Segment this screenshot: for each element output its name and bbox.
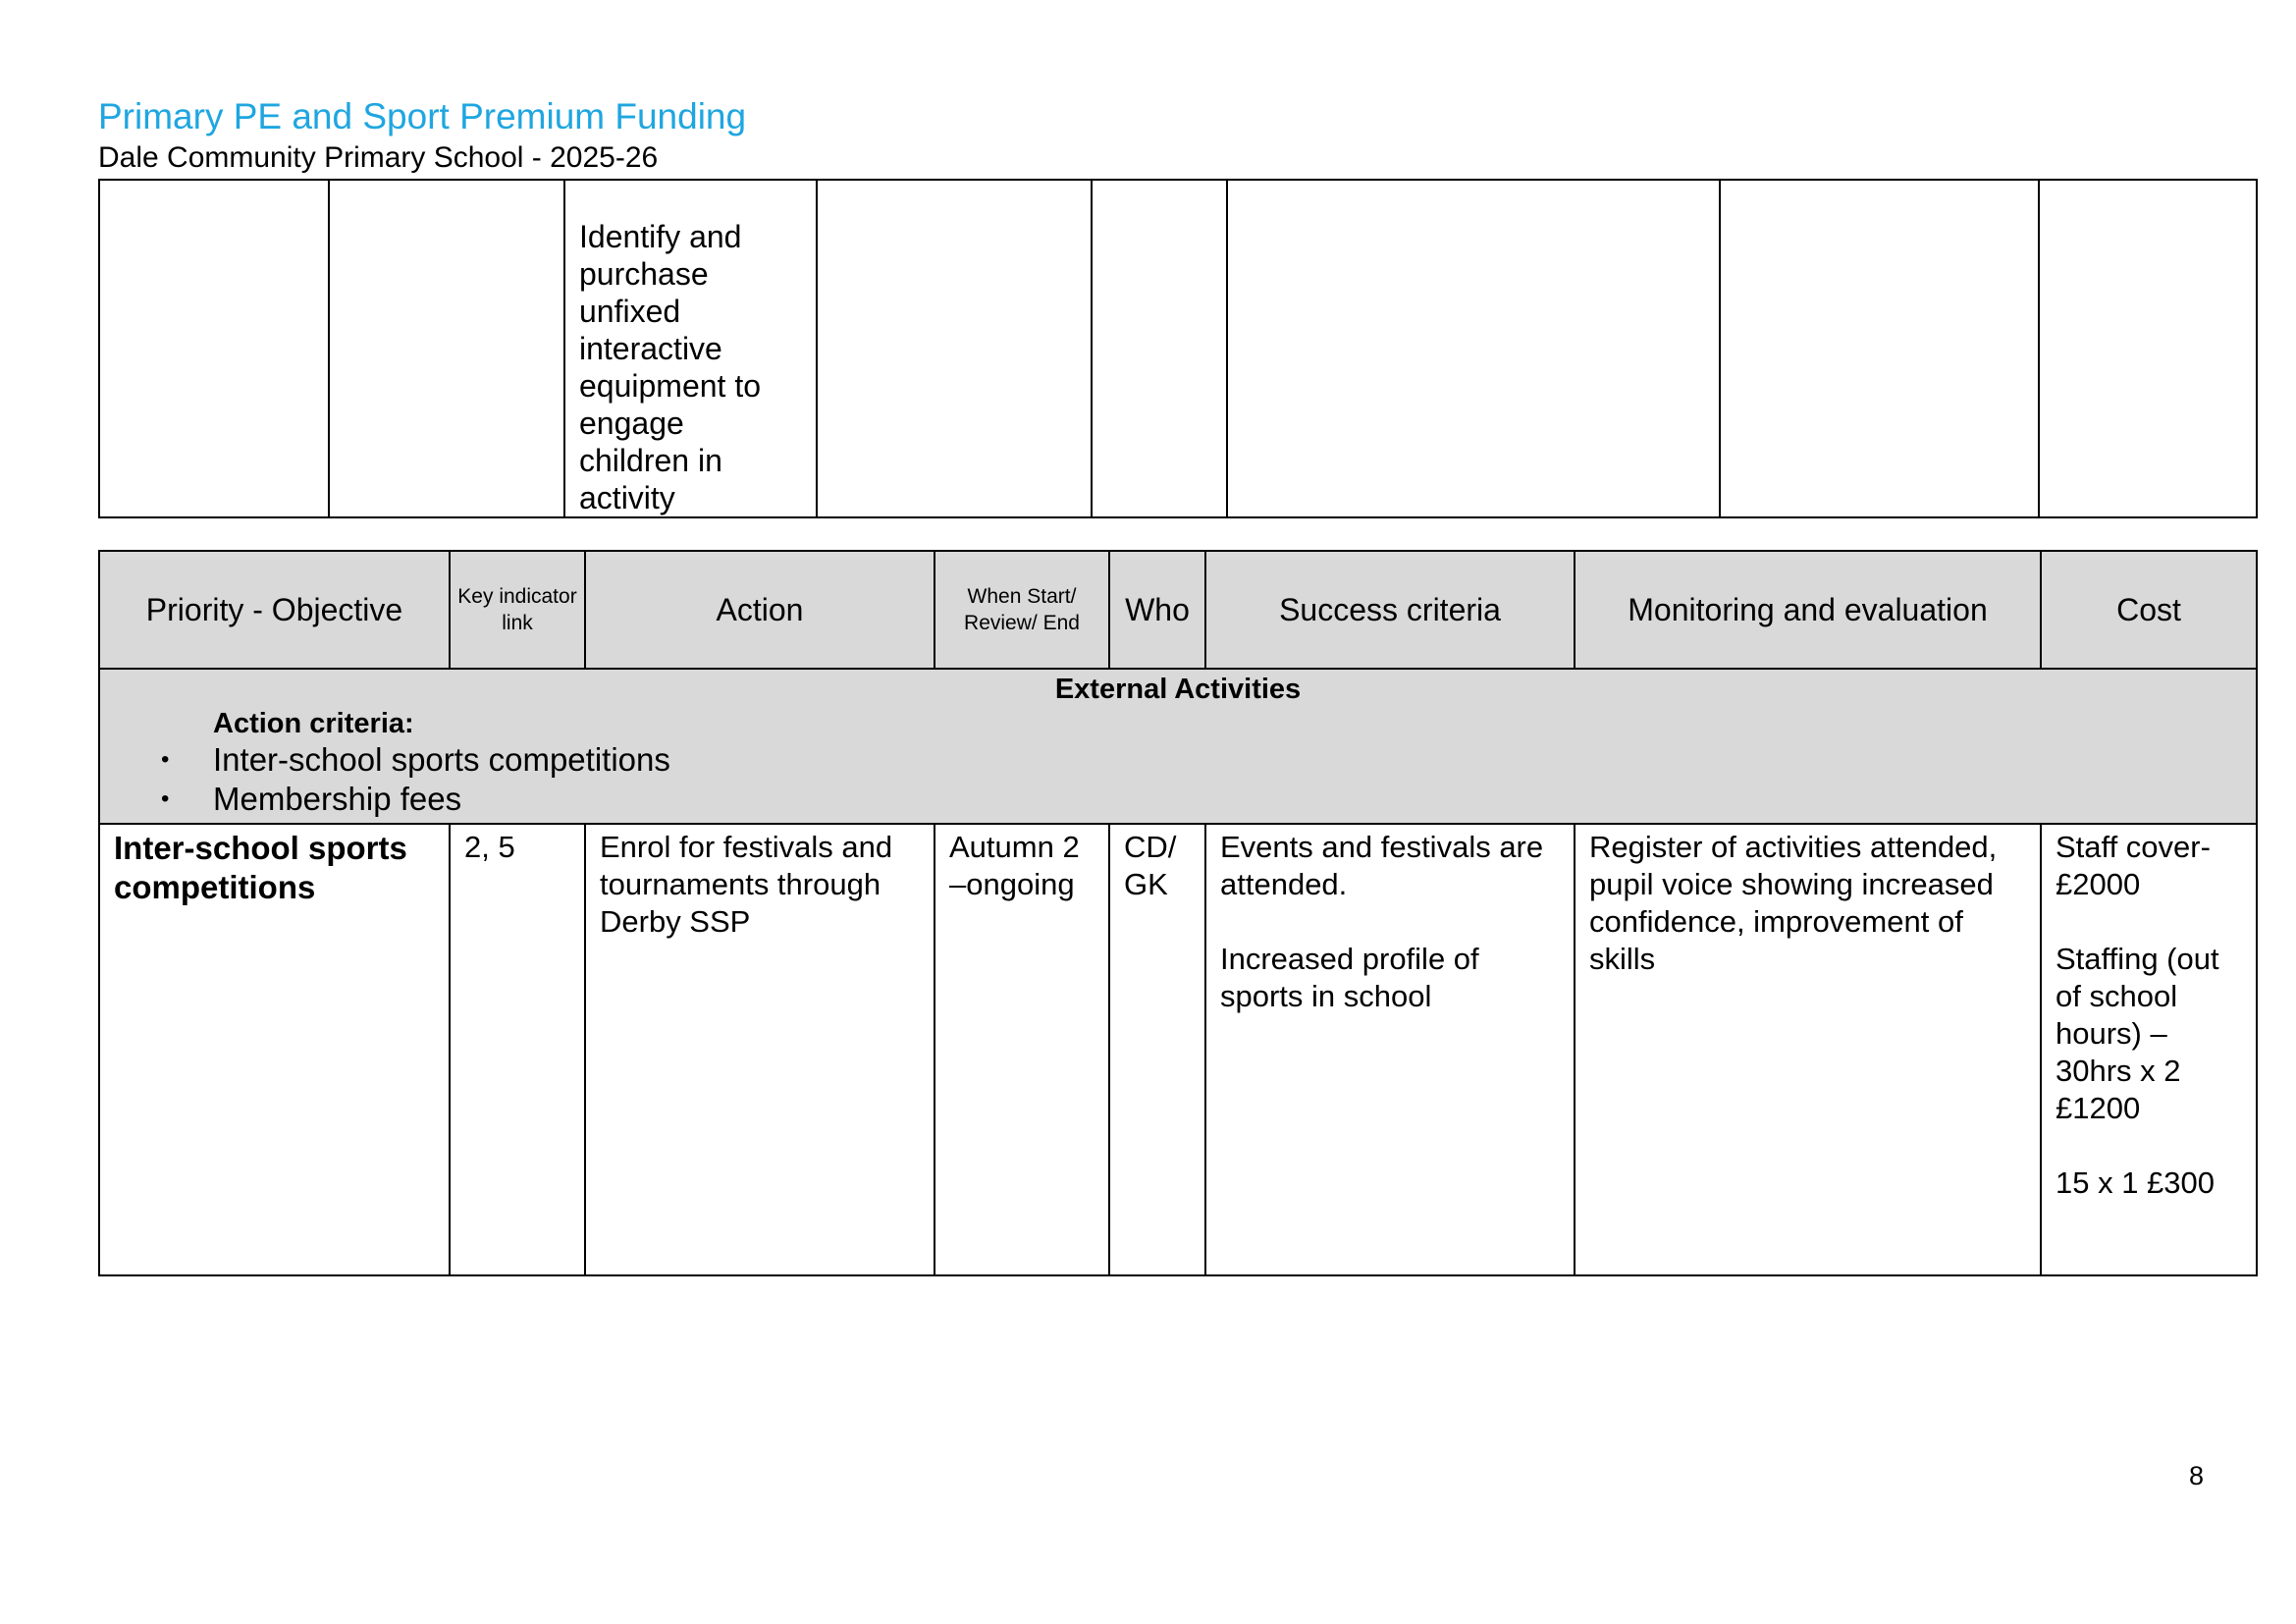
table-cell: [817, 180, 1092, 517]
cost-text: Staffing (out of school hours) – 30hrs x 2 £1200: [2056, 942, 2219, 1125]
column-header-success: Success criteria: [1205, 551, 1575, 669]
when-text: Autumn 2 –ongoing: [949, 830, 1080, 901]
success-criteria-text: Increased profile of sports in school: [1220, 942, 1479, 1013]
section-cell: [99, 669, 2257, 824]
priority-cell: [99, 824, 450, 1275]
action-text: Identify and purchase unfixed interactive equipment to engage children in activity: [579, 219, 762, 515]
who-text: CD/ GK: [1124, 830, 1177, 901]
column-header-who: Who: [1109, 551, 1205, 669]
cost-text: Staff cover- £2000: [2056, 830, 2211, 901]
school-subtitle: Dale Community Primary School - 2025-26: [98, 141, 659, 174]
table-cell: [1227, 180, 1720, 517]
success-criteria-text: Events and festivals are attended.: [1220, 830, 1544, 901]
column-header-action: Action: [585, 551, 934, 669]
success-cell: [1205, 824, 1575, 1275]
cost-cell: [2041, 824, 2257, 1275]
priority-text: Inter-school sports competitions: [114, 830, 407, 905]
monitoring-cell: [1575, 824, 2041, 1275]
cost-text: 15 x 1 £300: [2056, 1165, 2216, 1200]
table-row: [99, 180, 2257, 517]
continued-table: [98, 179, 2258, 518]
table-cell: [1720, 180, 2039, 517]
section-row: [99, 669, 2257, 824]
criteria-heading: Action criteria:: [213, 708, 414, 739]
section-title: External Activities: [1054, 674, 1302, 705]
table-cell: [1092, 180, 1227, 517]
column-header-monitoring: Monitoring and evaluation: [1575, 551, 2041, 669]
header-row: [99, 551, 2257, 669]
who-cell: [1109, 824, 1205, 1275]
table-cell: [2039, 180, 2257, 517]
column-header-cost: Cost: [2041, 551, 2257, 669]
table-row: [99, 824, 2257, 1275]
list-item: • Membership fees: [161, 780, 2256, 819]
criteria-list: [100, 740, 2256, 819]
page-title: Primary PE and Sport Premium Funding: [98, 96, 747, 136]
column-header-priority: Priority - Objective: [99, 551, 450, 669]
action-cell: [585, 824, 934, 1275]
table-cell: [99, 180, 329, 517]
page-number: 8: [2189, 1461, 2205, 1490]
list-item: • Inter-school sports competitions: [161, 740, 2256, 780]
action-text: Enrol for festivals and tournaments through Derby SSP: [600, 830, 893, 939]
column-header-when: When Start/ Review/ End: [934, 551, 1109, 669]
monitoring-text: Register of activities attended, pupil voice showing increased confidence, improvement of skills: [1589, 830, 1998, 976]
table-cell: [329, 180, 564, 517]
column-header-key-indicator: Key indicator link: [450, 551, 585, 669]
action-cell: [564, 180, 817, 517]
when-cell: [934, 824, 1109, 1275]
key-indicator-text: 2, 5: [464, 830, 515, 864]
action-plan-table: [98, 550, 2258, 1276]
key-indicator-cell: [450, 824, 585, 1275]
